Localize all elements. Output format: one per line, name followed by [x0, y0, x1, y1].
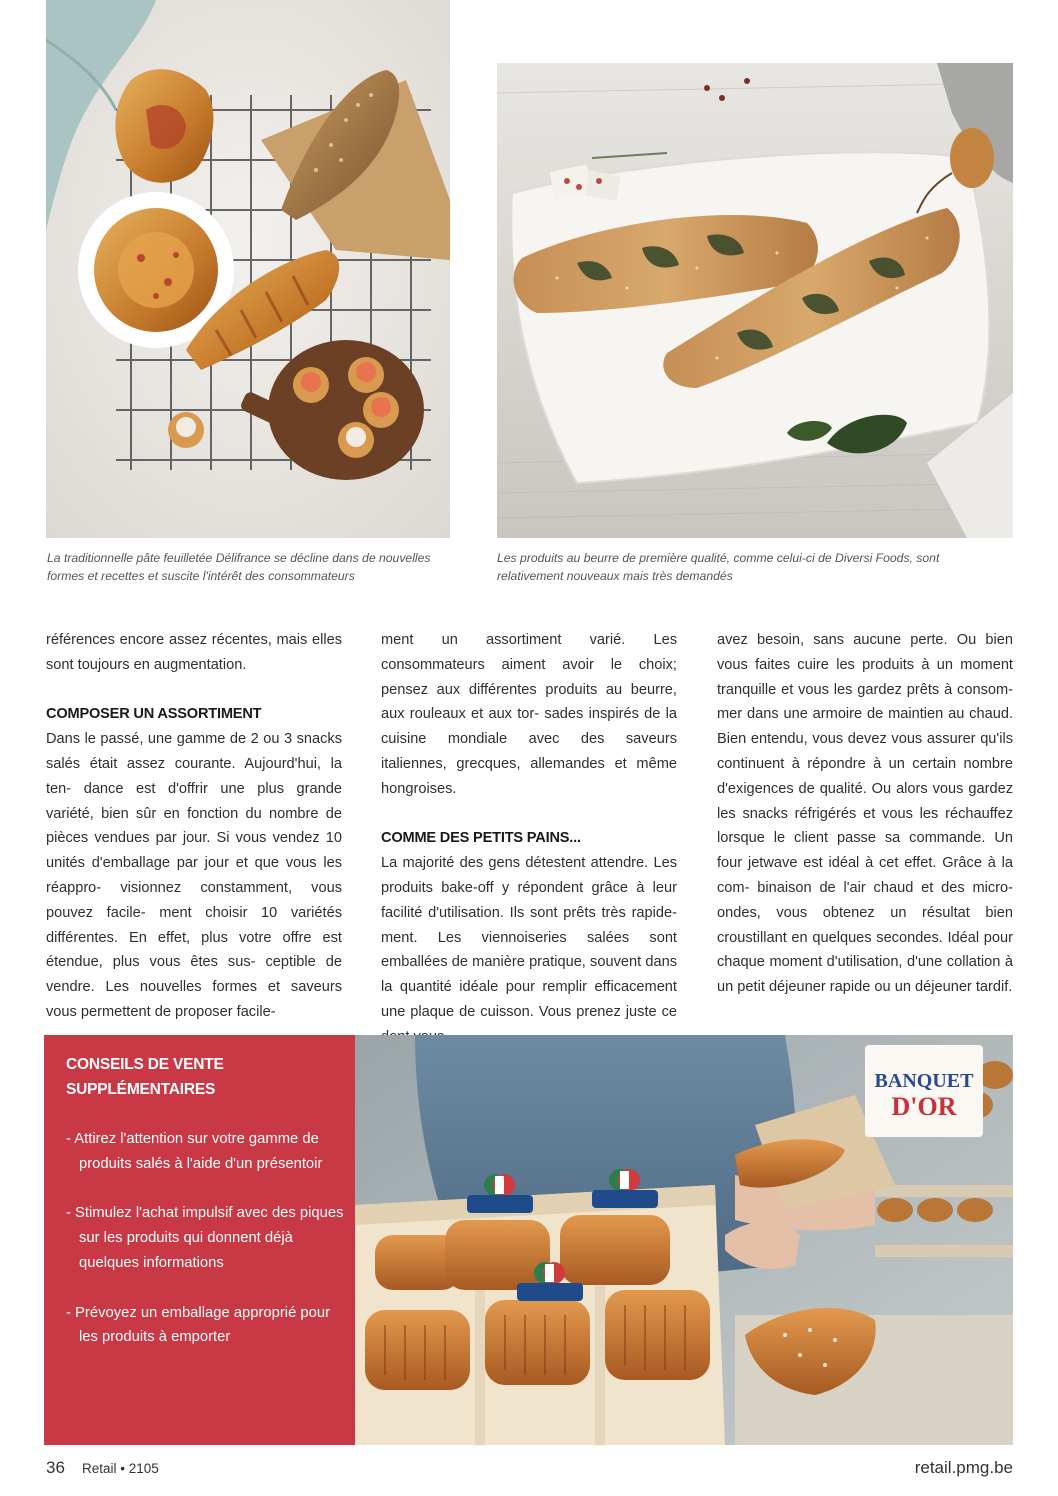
- list-item: - Stimulez l'achat impulsif avec des piques sur les produits qui donnent déjà quelques informations: [66, 1205, 344, 1271]
- sales-tips-box: [44, 1035, 355, 1445]
- magazine-issue: Retail • 2105: [82, 1461, 159, 1476]
- sales-tips-list: [66, 1127, 346, 1375]
- caption-left: La traditionnelle pâte feuilletée Délifrance se décline dans de nouvelles formes et recettes et suscite l'intérêt des consommateurs: [47, 551, 431, 583]
- sales-tips-title: CONSEILS DE VENTE SUPPLÉMENTAIRES: [66, 1056, 224, 1098]
- body-text: La majorité des gens détestent attendre. Les produits bake-off y répondent grâce à leur facilité d'utilisation. Ils sont prêts très rapide- ment. Les viennoiseries salées sont emballées de manière pratique, souvent dans la quantité idéale pour remplir efficacement une plaque de cuisson. Vous prenez juste ce: [381, 855, 677, 1020]
- body-text: avez besoin, sans aucune perte. Ou bien vous faites cuire les produits à un moment tranquille et vous les gardez prêts à consom- mer dans une armoire de maintien au chaud. Bien entendu, vous devez vous assurer qu'ils continuent à répondre à un certain nombre d'exigences de qualité. Ou alors vous gardez les snacks réfrigérés et vous les réchauffez lorsque le client passe sa commande. Un four jetwave est idéal à cet effet. Grâce à la com- binaison de l'air chaud et des micro-ondes, vous obtenez un résultat bien croustillant en quelques secondes. Idéal pour chaque moment d'utilisation, d'une collation à un petit déjeuner rapide ou un déjeuner tardif.: [717, 632, 1013, 996]
- logo-text-line2: D'OR: [891, 1092, 957, 1121]
- caption-right: Les produits au beurre de première qualité, comme celui-ci de Diversi Foods, sont relativement nouveaux mais très demandés: [497, 551, 940, 583]
- logo-text-line1: BANQUET: [874, 1070, 974, 1092]
- page-number: 36: [46, 1458, 65, 1477]
- website-link[interactable]: retail.pmg.be: [914, 1458, 1013, 1477]
- banquet-dor-logo: [865, 1045, 983, 1137]
- list-item: - Attirez l'attention sur votre gamme de produits salés à l'aide d'un présentoir: [66, 1131, 323, 1172]
- article-column-3: [717, 628, 1013, 1000]
- list-item: - Prévoyez un emballage approprié pour les produits à emporter: [66, 1304, 331, 1346]
- photo-twist-pastries: [497, 63, 1013, 538]
- section-heading: COMME DES PETITS PAINS...: [381, 830, 581, 847]
- body-text: Dans le passé, une gamme de 2 ou 3 snacks salés était assez courante. Aujourd'hui, la ten- dance est d'offrir une plus grande variété, bien sûr en fonction du nombre de pièces vendues par jour. Si vous vendez 10 unités d'emballage par jour et que vous les réappro- visionnez constamment, vous pouvez facile- ment choisir 10 variétés différentes. En effet, plus votre offre est étendue, plus vous êtes sus- ceptible de vendre. Les nouvelles formes et saveurs vous permettent de proposer facile-: [46, 731, 343, 1020]
- body-text: ment un assortiment varié. Les consommateurs aiment avoir le choix; pensez aux différentes produits au beurre, aux rouleaux et aux tor- sades inspirés de la cuisine mondiale avec des saveurs italiennes, grecques, allemandes et même hongroises.: [381, 632, 677, 797]
- article-column-2: [381, 628, 677, 1050]
- photo-pastries-rack: [46, 0, 450, 538]
- article-column-1: [46, 628, 342, 1025]
- body-text: références encore assez récentes, mais elles sont toujours en augmentation.: [46, 632, 342, 673]
- photo-banquet-dor: [355, 1035, 1013, 1445]
- section-heading: COMPOSER UN ASSORTIMENT: [46, 706, 262, 723]
